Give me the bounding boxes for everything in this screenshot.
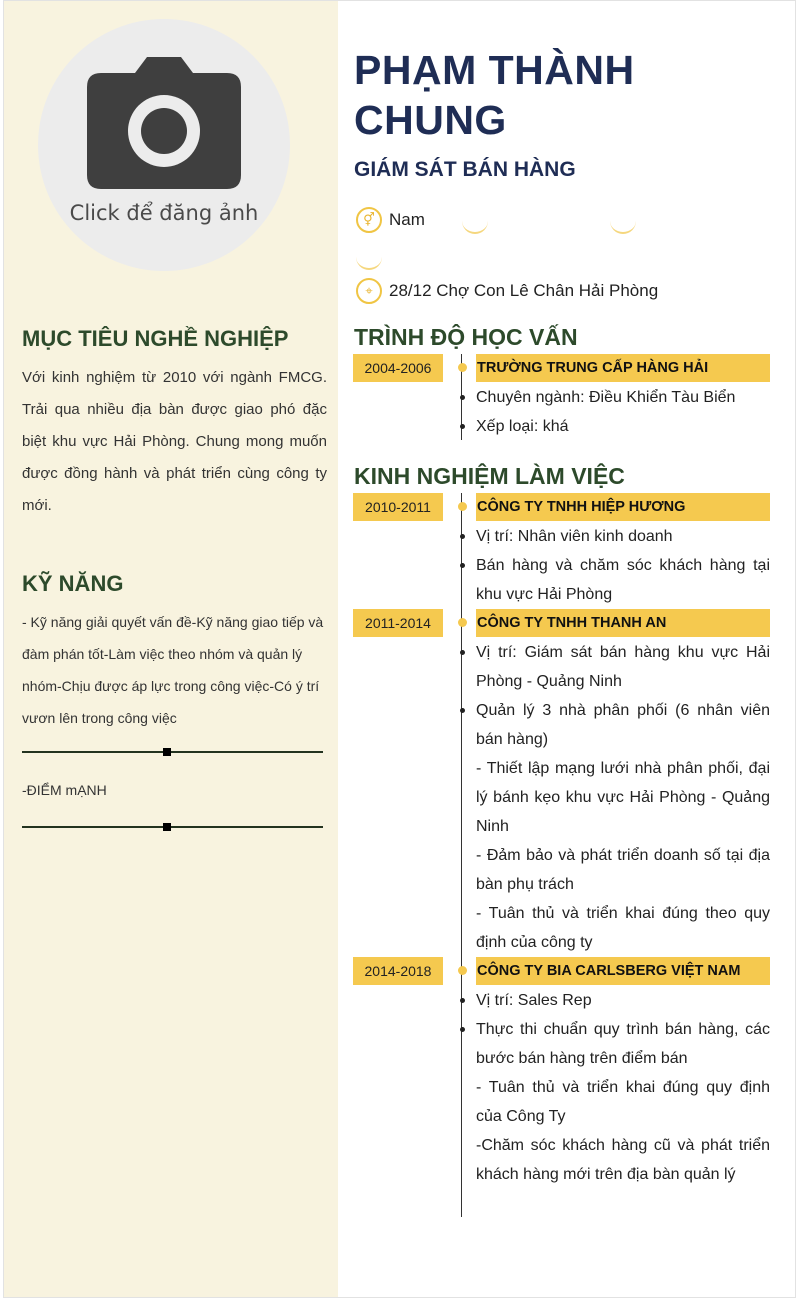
- camera-icon: [87, 55, 241, 191]
- job-detail: -Chăm sóc khách hàng cũ và phát triển khách hàng mới trên địa bàn quản lý: [476, 1137, 770, 1183]
- bullet: [460, 650, 465, 655]
- placeholder-arc: [610, 219, 636, 234]
- skill-rating-slider[interactable]: [22, 751, 323, 753]
- education-heading: TRÌNH ĐỘ HỌC VẤN: [354, 324, 578, 350]
- job-detail: - Đảm bảo và phát triển doanh số tại địa bàn phụ trách: [476, 847, 770, 893]
- sidebar: [4, 1, 338, 1297]
- skills-heading: KỸ NĂNG: [22, 571, 124, 596]
- address-row: [356, 278, 658, 304]
- job-detail: - Tuân thủ và triển khai đúng quy định của Công Ty: [476, 1079, 770, 1125]
- address-value: 28/12 Chợ Con Lê Chân Hải Phòng: [389, 281, 659, 300]
- timeline-dot: [458, 618, 467, 627]
- bullet: [460, 424, 465, 429]
- skills-text: - Kỹ năng giải quyết vấn đề-Kỹ năng giao tiếp và đàm phán tốt-Làm việc theo nhóm và quản lý nhóm-Chịu được áp lực trong công việc-Có ý trí vươn lên trong công việc: [22, 614, 324, 726]
- education-grade: Xếp loại: khá: [476, 418, 569, 435]
- timeline-dot: [458, 502, 467, 511]
- job-detail: Vị trí: Giám sát bán hàng khu vực Hải Phòng - Quảng Ninh: [476, 644, 770, 690]
- experience-heading: KINH NGHIỆM LÀM VIỆC: [354, 463, 625, 489]
- slider-handle[interactable]: [163, 748, 171, 756]
- job-detail: - Thiết lập mạng lưới nhà phân phối, đại lý bánh kẹo khu vực Hải Phòng - Quảng Ninh: [476, 760, 770, 835]
- timeline-dot: [458, 363, 467, 372]
- bullet: [460, 563, 465, 568]
- job-years: 2011-2014: [353, 609, 443, 637]
- timeline-dot: [458, 966, 467, 975]
- gender-row: [356, 207, 425, 233]
- experience-timeline: [461, 493, 462, 1217]
- bullet: [460, 708, 465, 713]
- job-years: 2014-2018: [353, 957, 443, 985]
- job-detail: Bán hàng và chăm sóc khách hàng tại khu vực Hải Phòng: [476, 557, 770, 603]
- strength-rating-slider[interactable]: [22, 826, 323, 828]
- education-major: Chuyên ngành: Điều Khiển Tàu Biển: [476, 389, 736, 406]
- placeholder-arc: [462, 219, 488, 234]
- job-detail: - Tuân thủ và triển khai đúng theo quy định của công ty: [476, 905, 770, 951]
- objective-text: Với kinh nghiệm từ 2010 với ngành FMCG. Trải qua nhiều địa bàn được giao phó đặc biệt khu vực Hải Phòng. Chung mong muốn được đồng hành và phát triển cùng công ty mới.: [22, 369, 327, 514]
- bullet: [460, 395, 465, 400]
- bullet: [460, 534, 465, 539]
- gender-icon: ⚥: [356, 207, 382, 233]
- job-detail: Thực thi chuẩn quy trình bán hàng, các bước bán hàng trên điểm bán: [476, 1021, 770, 1067]
- education-years: 2004-2006: [353, 354, 443, 382]
- objective-heading: MỤC TIÊU NGHỀ NGHIỆP: [22, 326, 289, 351]
- job-title: GIÁM SÁT BÁN HÀNG: [354, 158, 576, 181]
- placeholder-arc: [356, 255, 382, 270]
- bullet: [460, 998, 465, 1003]
- candidate-name: PHẠM THÀNH CHUNG: [354, 47, 635, 143]
- cv-page: [3, 0, 796, 1298]
- photo-upload-label: Click để đăng ảnh: [69, 201, 259, 225]
- strength-label: -ĐIỂM mẠNH: [22, 782, 107, 798]
- bullet: [460, 1027, 465, 1032]
- job-detail: Quản lý 3 nhà phân phối (6 nhân viên bán hàng): [476, 702, 770, 748]
- company-name: CÔNG TY BIA CARLSBERG VIỆT NAM: [476, 957, 770, 985]
- job-detail: Vị trí: Sales Rep: [476, 992, 592, 1009]
- school-name: TRƯỜNG TRUNG CẤP HÀNG HẢI: [476, 354, 770, 382]
- gender-value: Nam: [389, 210, 425, 229]
- location-icon: ⌖: [356, 278, 382, 304]
- job-years: 2010-2011: [353, 493, 443, 521]
- job-detail: Vị trí: Nhân viên kinh doanh: [476, 528, 673, 545]
- photo-upload[interactable]: [38, 19, 290, 271]
- company-name: CÔNG TY TNHH THANH AN: [476, 609, 770, 637]
- slider-handle[interactable]: [163, 823, 171, 831]
- company-name: CÔNG TY TNHH HIỆP HƯƠNG: [476, 493, 770, 521]
